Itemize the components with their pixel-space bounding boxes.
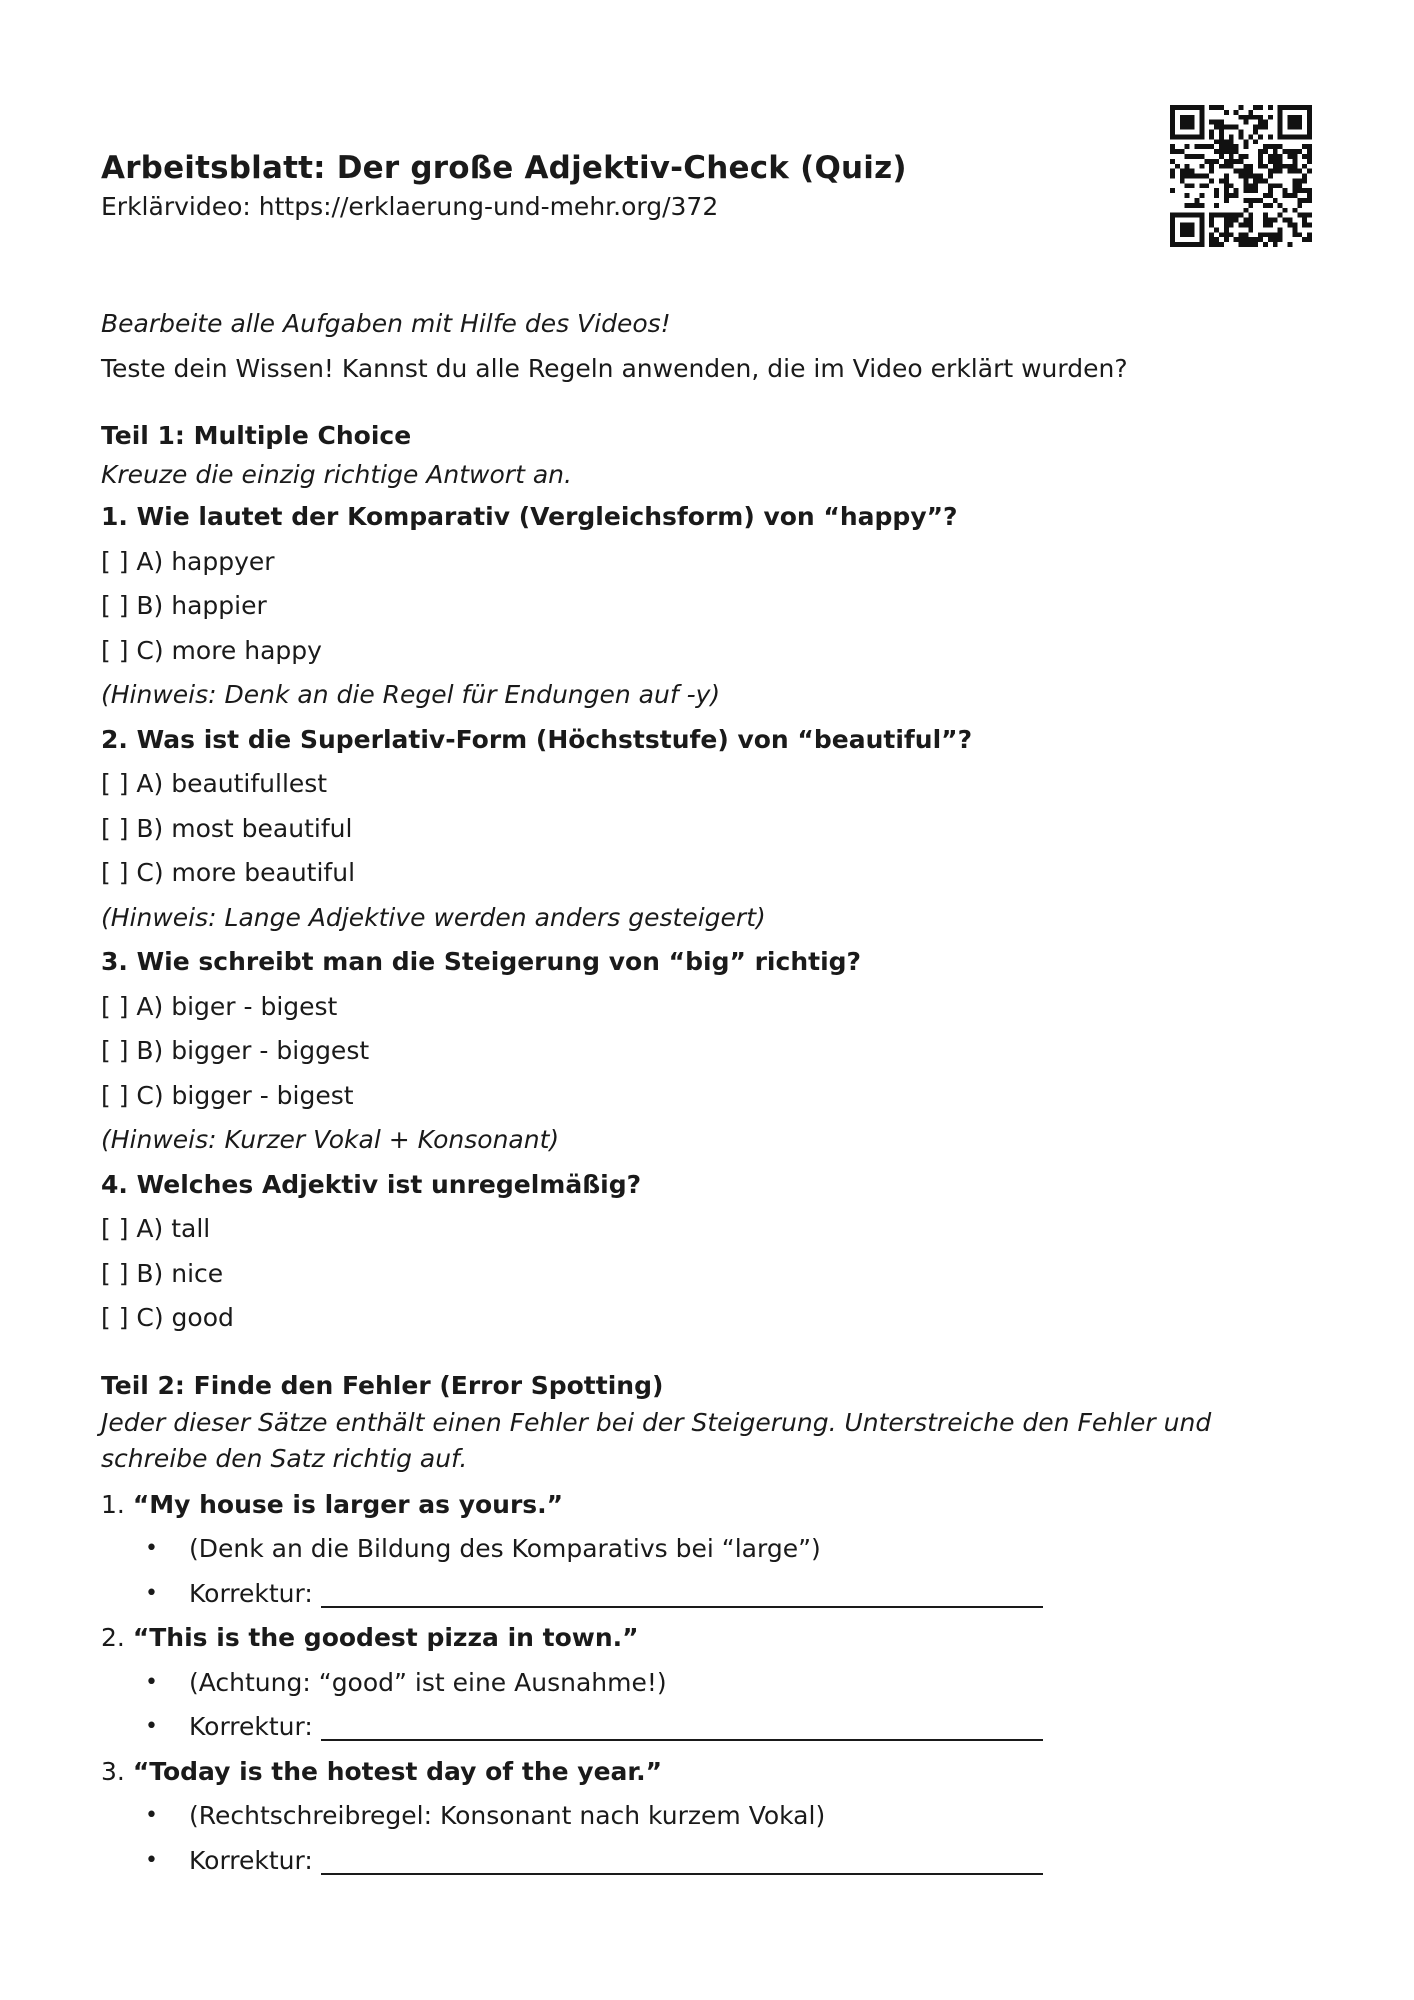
worksheet-content [101,302,1301,1883]
video-link[interactable]: Erklärvideo: https://erklaerung-und-mehr.org/372 [101,192,719,221]
error-item-number: 2. [101,1623,133,1652]
correction-row [145,1839,1301,1884]
page-title: Arbeitsblatt: Der große Adjektiv-Check (Quiz) [101,150,907,186]
question-4: 4. Welches Adjektiv ist unregelmäßig? [101,1169,642,1199]
qr-code-icon [1170,105,1312,247]
q3-option-b[interactable]: [ ] B) bigger - biggest [101,1036,370,1065]
error-item-number: 1. [101,1489,133,1519]
q4-option-c[interactable]: [ ] C) good [101,1303,234,1332]
question-3: 3. Wie schreibt man die Steigerung von “big” richtig? [101,947,862,976]
error-tip: • (Achtung: “good” ist eine Ausnahme!) [145,1661,1301,1706]
intro-instruction: Bearbeite alle Aufgaben mit Hilfe des Videos! [101,309,671,338]
part1-heading: Teil 1: Multiple Choice [101,421,412,450]
error-tip: • (Rechtschreibregel: Konsonant nach kurzem Vokal) [145,1794,1301,1839]
q4-option-b[interactable]: [ ] B) nice [101,1258,224,1288]
correction-label: Korrektur: [189,1712,313,1741]
part2-heading: Teil 2: Finde den Fehler (Error Spotting) [101,1370,664,1400]
q3-hint: (Hinweis: Kurzer Vokal + Konsonant) [101,1125,560,1154]
error-sentence: “My house is larger as yours.” [132,1489,564,1519]
q2-option-b[interactable]: [ ] B) most beautiful [101,813,353,843]
error-item-number: 3. [101,1756,133,1786]
error-item-1 [101,1483,1301,1617]
correction-label: Korrektur: [189,1845,313,1875]
error-item-3 [101,1750,1301,1884]
intro-text: Teste dein Wissen! Kannst du alle Regeln anwenden, die im Video erklärt wurden? [101,353,1128,383]
correction-blank[interactable] [321,1709,1043,1741]
q1-option-b[interactable]: [ ] B) happier [101,591,267,620]
q1-option-a[interactable]: [ ] A) happyer [101,546,275,576]
correction-blank[interactable] [321,1843,1043,1875]
part1-instruction: Kreuze die einzig richtige Antwort an. [101,460,572,489]
error-sentence: “Today is the hotest day of the year.” [132,1756,663,1786]
q3-option-c[interactable]: [ ] C) bigger - bigest [101,1080,354,1110]
header [101,150,907,221]
correction-label: Korrektur: [189,1578,313,1608]
correction-row [145,1705,1301,1750]
q2-option-a[interactable]: [ ] A) beautifullest [101,769,328,798]
part2-instruction: Jeder dieser Sätze enthält einen Fehler bei der Steigerung. Unterstreiche den Fehler und schreibe den Satz richtig auf. [101,1407,1212,1473]
error-sentence: “This is the goodest pizza in town.” [132,1623,639,1652]
correction-blank[interactable] [321,1576,1043,1608]
error-tip: • (Denk an die Bildung des Komparativs bei “large”) [145,1527,1301,1572]
q4-option-a[interactable]: [ ] A) tall [101,1214,211,1243]
q1-hint: (Hinweis: Denk an die Regel für Endungen auf -y) [101,680,721,709]
correction-row [145,1572,1301,1617]
error-item-2 [101,1616,1301,1750]
q3-option-a[interactable]: [ ] A) biger - bigest [101,991,338,1021]
question-1: 1. Wie lautet der Komparativ (Vergleichsform) von “happy”? [101,502,958,531]
question-2: 2. Was ist die Superlativ-Form (Höchststufe) von “beautiful”? [101,724,973,754]
q1-option-c[interactable]: [ ] C) more happy [101,635,322,665]
q2-hint: (Hinweis: Lange Adjektive werden anders gesteigert) [101,902,766,932]
q2-option-c[interactable]: [ ] C) more beautiful [101,858,356,887]
